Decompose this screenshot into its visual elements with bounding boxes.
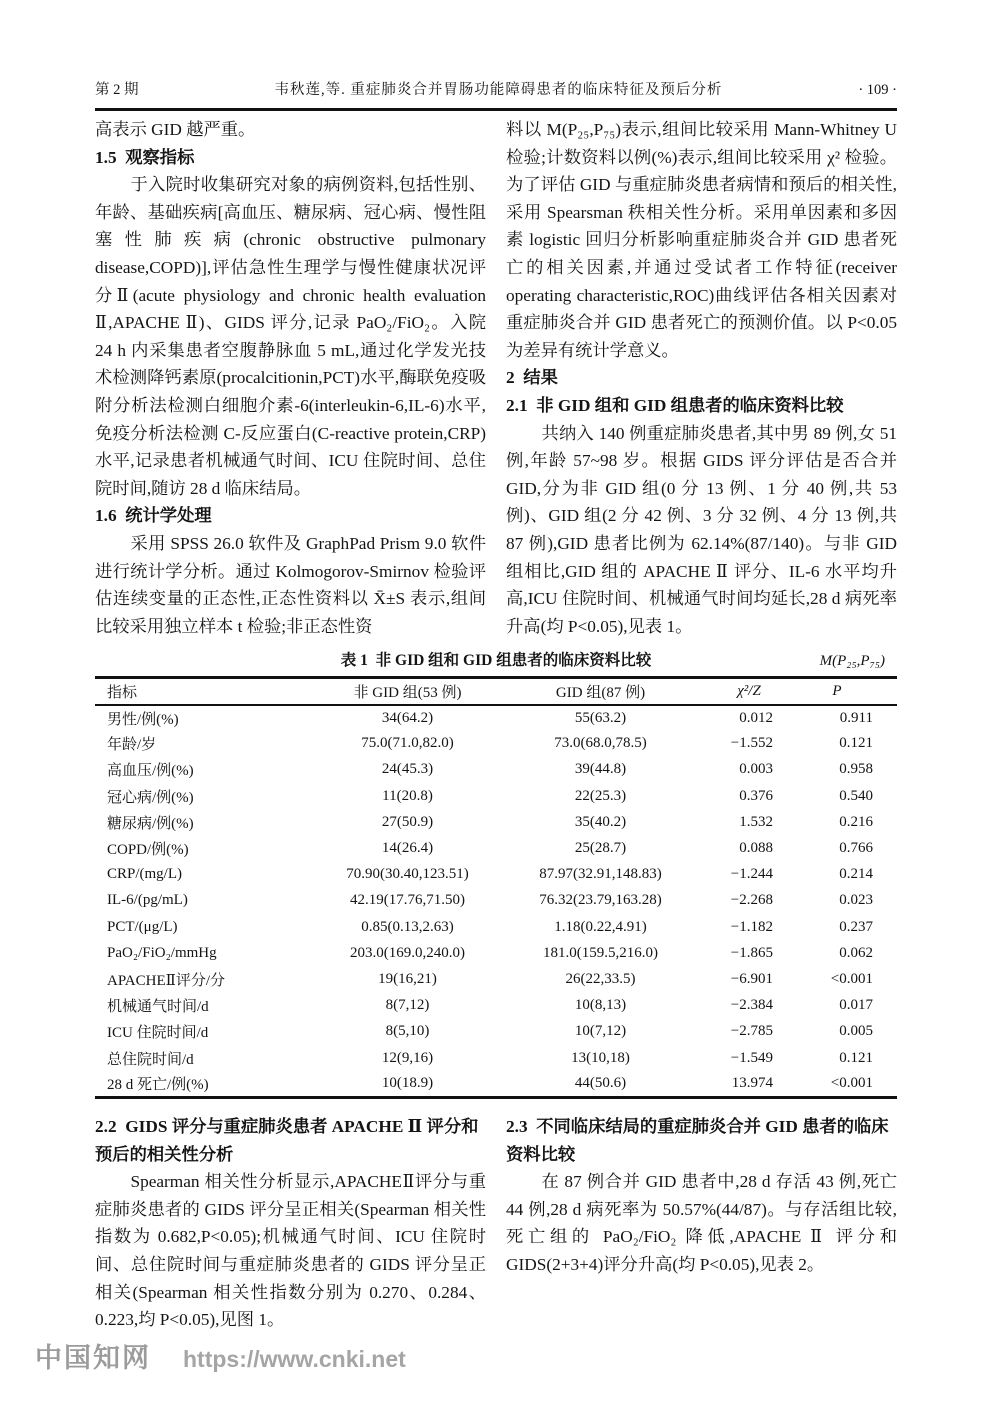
row-label: 总住院时间/d	[107, 1051, 194, 1068]
table-cell: 1.18(0.22,4.91)	[554, 918, 647, 935]
table-cell: −2.785	[730, 1023, 773, 1040]
section-2-1-body: 共纳入 140 例重症肺炎患者,其中男 89 例,女 51 例,年龄 57~98 岁。根据 GIDS 评分评估是否合并 GID,分为非 GID 组(0 分 13 例、1 分 40 例,共 53 例)、GID 组(2 分 42 例、3 分 32 例、4 分 13 例,共 87 例),GID 患者比例为 62.14%(87/140)。与非 GID 组相比,GID 组的 APACHE Ⅱ 评分、IL-6 水平均升高,ICU 住院时间、机械通气时间均延长,28 d 病死率升高(均 P<0.05),见表 1。	[506, 423, 897, 636]
table1-body	[95, 705, 897, 1098]
table-cell: 70.90(30.40,123.51)	[346, 866, 469, 883]
table-cell: 181.0(159.5,216.0)	[543, 944, 658, 961]
section-2-heading: 2 结果	[506, 368, 558, 388]
row-label: IL-6/(pg/mL)	[107, 892, 188, 909]
table-cell: 14(26.4)	[381, 840, 434, 857]
row-label: ICU 住院时间/d	[107, 1025, 209, 1042]
issue-label: 第 2 期	[95, 82, 139, 98]
table-cell: −2.384	[730, 997, 773, 1014]
table-cell: 0.062	[839, 944, 873, 961]
table-cell: 0.088	[739, 840, 773, 857]
table-cell: 22(25.3)	[574, 787, 627, 804]
table-cell: 0.958	[839, 761, 873, 778]
cnki-watermark	[35, 1336, 406, 1375]
row-label: 高血压/例(%)	[107, 763, 194, 780]
table-row	[95, 835, 897, 861]
table-cell: 0.012	[739, 709, 773, 726]
left-column	[95, 116, 486, 640]
table-cell: 0.005	[839, 1023, 873, 1040]
col-header-p: P	[801, 678, 897, 705]
table-cell: −1.244	[730, 866, 773, 883]
table-cell: 27(50.9)	[381, 813, 434, 830]
table-row	[95, 862, 897, 888]
row-label: PaO₂/FiO₂/mmHg	[107, 944, 217, 961]
table-row	[95, 705, 897, 731]
table-cell: 87.97(32.91,148.83)	[539, 866, 662, 883]
table-row	[95, 731, 897, 757]
table-cell: −1.182	[730, 918, 773, 935]
cnki-url: https://www.cnki.net	[183, 1346, 406, 1372]
table-cell: 203.0(169.0,240.0)	[350, 944, 465, 961]
table-cell: 55(63.2)	[574, 709, 627, 726]
table1-caption-note: M(P₂₅,P₇₅)	[819, 653, 885, 669]
row-label: 男性/例(%)	[107, 711, 179, 728]
table-cell: 42.19(17.76,71.50)	[350, 892, 465, 909]
row-label: 冠心病/例(%)	[107, 789, 194, 806]
table1-caption-row	[95, 650, 897, 676]
lower-body	[95, 1113, 897, 1334]
col-header-indicator: 指标	[95, 678, 311, 705]
table-cell: 0.911	[839, 709, 873, 726]
table-row	[95, 1019, 897, 1045]
row-label: CRP/(mg/L)	[107, 866, 183, 883]
section-2-2-heading: 2.2 GIDS 评分与重症肺炎患者 APACHE Ⅱ 评分和预后的相关性分析	[95, 1117, 479, 1164]
table-row	[95, 914, 897, 940]
table-cell: 75.0(71.0,82.0)	[361, 735, 454, 752]
row-label: 28 d 死亡/例(%)	[107, 1076, 209, 1093]
row-label: 年龄/岁	[107, 737, 157, 754]
table-row	[95, 783, 897, 809]
carryover-paragraph: 料以 M(P₂₅,P₇₅)表示,组间比较采用 Mann-Whitney U 检验;计数资料以例(%)表示,组间比较采用 χ² 检验。为了评估 GID 与重症肺炎患者病情和预后的相关性,采用 Spearsman 秩相关性分析。采用单因素和多因素 logistic 回归分析影响重症肺炎合并 GID 患者死亡的相关因素,并通过受试者工作特征(receiver operating characteristic,ROC)曲线评估各相关因素对重症肺炎合并 GID 患者死亡的预测价值。以 P<0.05 为差异有统计学意义。	[506, 120, 897, 360]
table-cell: 13(10,18)	[571, 1049, 630, 1066]
table-cell: 8(7,12)	[385, 997, 430, 1014]
section-2-3-body: 在 87 例合并 GID 患者中,28 d 存活 43 例,死亡 44 例,28 d 病死率为 50.57%(44/87)。与存活组比较,死亡组的 PaO₂/FiO₂ 降低,APACHE Ⅱ 评分和 GIDS(2+3+4)评分升高(均 P<0.05),见表 2。	[506, 1172, 897, 1274]
row-label: APACHEⅡ评分/分	[107, 972, 225, 989]
upper-body	[95, 116, 897, 640]
table-cell: 8(5,10)	[385, 1023, 430, 1040]
table-cell: 0.766	[839, 840, 873, 857]
table-cell: <0.001	[830, 970, 873, 987]
table-cell: 0.121	[839, 735, 873, 752]
section-1-6-body: 采用 SPSS 26.0 软件及 GraphPad Prism 9.0 软件进行统计学分析。通过 Kolmogorov-Smirnov 检验评估连续变量的正态性,正态性资料以 X̄±S 表示,组间比较采用独立样本 t 检验;非正态性资	[95, 533, 486, 636]
table-cell: 0.017	[839, 997, 873, 1014]
table-cell: 25(28.7)	[574, 840, 627, 857]
table-cell: −6.901	[730, 970, 773, 987]
section-2-1-heading: 2.1 非 GID 组和 GID 组患者的临床资料比较	[506, 395, 844, 415]
row-label: COPD/例(%)	[107, 842, 189, 859]
table-cell: 10(7,12)	[574, 1023, 627, 1040]
table-cell: 10(18.9)	[381, 1074, 434, 1091]
col-header-chi2-z: χ²/Z	[697, 678, 801, 705]
table-cell: 0.540	[839, 787, 873, 804]
table-row	[95, 1071, 897, 1097]
cnki-logo: 中国知网	[35, 1343, 151, 1373]
table-cell: −1.552	[730, 735, 773, 752]
table1	[95, 676, 897, 1099]
right-column	[506, 116, 897, 640]
table-row	[95, 993, 897, 1019]
table-row	[95, 757, 897, 783]
table1-caption: 表 1 非 GID 组和 GID 组患者的临床资料比较	[340, 652, 652, 669]
table-row	[95, 966, 897, 992]
page-number: · 109 ·	[858, 82, 897, 98]
table-cell: 0.85(0.13,2.63)	[361, 918, 454, 935]
table-row	[95, 940, 897, 966]
table-cell: 0.121	[839, 1049, 873, 1066]
table-cell: 39(44.8)	[574, 761, 627, 778]
col-header-gid: GID 组(87 例)	[504, 678, 697, 705]
table-cell: 11(20.8)	[382, 787, 433, 804]
bottom-left-column	[95, 1113, 486, 1334]
table-row	[95, 1045, 897, 1071]
table-cell: 0.237	[839, 918, 873, 935]
running-title: 韦秋莲,等. 重症肺炎合并胃肠功能障碍患者的临床特征及预后分析	[274, 82, 723, 98]
bottom-right-column	[506, 1113, 897, 1334]
section-1-5-heading: 1.5 观察指标	[95, 147, 195, 167]
row-label: 糖尿病/例(%)	[107, 815, 194, 832]
table-cell: 34(64.2)	[381, 709, 434, 726]
table-cell: 76.32(23.79,163.28)	[539, 892, 662, 909]
section-2-2-body: Spearman 相关性分析显示,APACHEⅡ评分与重症肺炎患者的 GIDS 评分呈正相关(Spearman 相关性指数为 0.682,P<0.05);机械通气时间、ICU 住院时间、总住院时间与重症肺炎患者的 GIDS 评分呈正相关(Spearman 相关性指数分别为 0.270、0.284、0.223,均 P<0.05),见图 1。	[95, 1172, 486, 1330]
carryover-line: 高表示 GID 越严重。	[95, 120, 256, 139]
table-cell: 1.532	[739, 813, 773, 830]
table-cell: 12(9,16)	[381, 1049, 434, 1066]
table-cell: 73.0(68.0,78.5)	[554, 735, 647, 752]
table-cell: 19(16,21)	[378, 970, 437, 987]
running-head	[95, 78, 897, 111]
table-row	[95, 809, 897, 835]
table-cell: 0.376	[739, 787, 773, 804]
table1-header-row	[95, 678, 897, 705]
table-cell: 13.974	[731, 1074, 773, 1091]
table-cell: <0.001	[830, 1074, 873, 1091]
table-cell: −1.549	[730, 1049, 773, 1066]
col-header-nongid: 非 GID 组(53 例)	[311, 678, 504, 705]
table-cell: 0.216	[839, 813, 873, 830]
table1-block	[95, 650, 897, 1099]
table-cell: −1.865	[730, 944, 773, 961]
table-cell: 10(8,13)	[574, 997, 627, 1014]
section-1-6-heading: 1.6 统计学处理	[95, 506, 212, 526]
table-cell: 24(45.3)	[381, 761, 434, 778]
section-2-3-heading: 2.3 不同临床结局的重症肺炎合并 GID 患者的临床资料比较	[506, 1117, 889, 1164]
table-cell: 35(40.2)	[574, 813, 627, 830]
table-cell: −2.268	[730, 892, 773, 909]
table-cell: 26(22,33.5)	[565, 970, 636, 987]
section-1-5-body: 于入院时收集研究对象的病例资料,包括性别、年龄、基础疾病[高血压、糖尿病、冠心病、慢性阻塞性肺疾病(chronic obstructive pulmonary disease,COPD)],评估急性生理学与慢性健康状况评分Ⅱ(acute physiology and chronic health evaluation Ⅱ,APACHE Ⅱ)、GIDS 评分,记录 PaO₂/FiO₂。入院 24 h 内采集患者空腹静脉血 5 mL,通过化学发光技术检测降钙素原(procalcitionin,PCT)水平,酶联免疫吸附分析法检测白细胞介素-6(interleukin-6,IL-6)水平,免疫分析法检测 C-反应蛋白(C-reactive protein,CRP)水平,记录患者机械通气时间、ICU 住院时间、总住院时间,随访 28 d 临床结局。	[95, 175, 486, 498]
table-cell: 0.214	[839, 866, 873, 883]
table-row	[95, 888, 897, 914]
table-cell: 0.003	[739, 761, 773, 778]
table-cell: 0.023	[839, 892, 873, 909]
row-label: PCT/(μg/L)	[107, 918, 178, 935]
row-label: 机械通气时间/d	[107, 999, 209, 1016]
table-cell: 44(50.6)	[574, 1074, 627, 1091]
